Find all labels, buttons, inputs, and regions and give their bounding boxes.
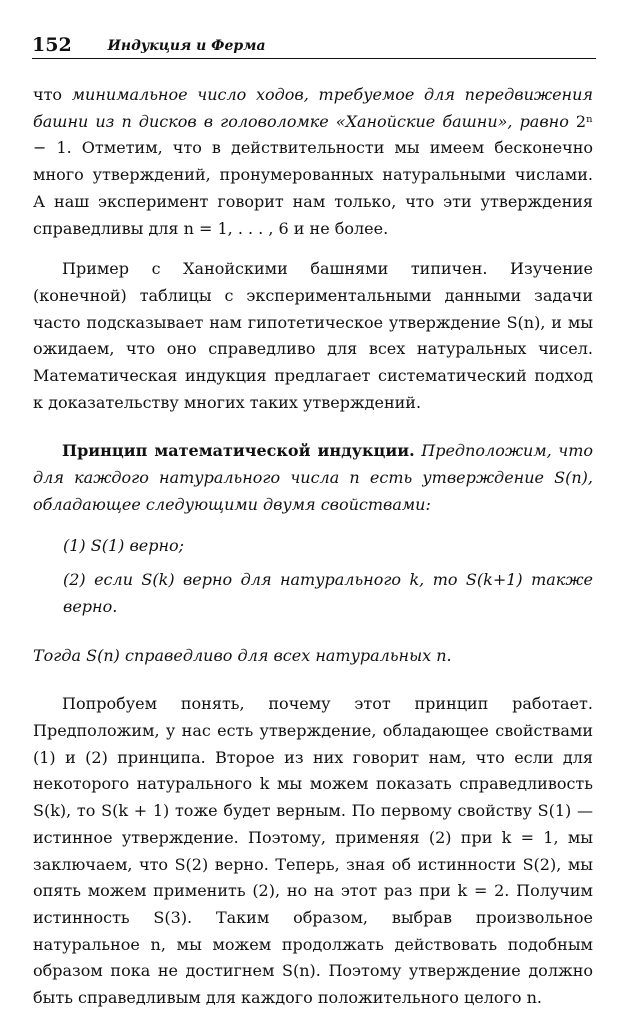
page-header (32, 28, 596, 59)
page-body (33, 82, 593, 1012)
page-number: 152 (32, 34, 72, 56)
paragraph-example: Пример с Ханойскими башнями типичен. Изучение (конечной) таблицы с экспериментальными данными задачи часто подсказывает нам гипотетическое утверждение S(n), и мы ожидаем, что оно справедливо для всех натуральных чисел. Математическая индукция предлагает систематический подход к доказательству многих таких утверждений. (33, 259, 593, 412)
principle-item-1: (1) S(1) верно; (63, 535, 185, 555)
principle-conclusion: Тогда S(n) справедливо для всех натуральных n. (33, 645, 452, 665)
paragraph-explanation: Попробуем понять, почему этот принцип работает. Предположим, у нас есть утверждение, обладающее свойствами (1) и (2) принципа. Второе из них говорит нам, что если для некоторого натурального k мы можем показать справедливость S(k), то S(k + 1) тоже будет верным. По первому свойству S(1) — истинное утверждение. Поэтому, применяя (2) при k = 1, мы заключаем, что S(2) верно. Теперь, зная об истинности S(2), мы опять можем применить (2), но на этот раз при k = 2. Получим истинность S(3). Таким образом, выбрав произвольное натуральное n, мы можем продолжать действовать подобным образом пока не достигнем S(n). Поэтому утверждение должно быть справедливым для каждого положительного целого n. (33, 694, 593, 1008)
paragraph-tower-of-hanoi (33, 82, 593, 242)
formula: 2ⁿ − 1. (33, 111, 594, 158)
running-title: Индукция и Ферма (107, 38, 266, 54)
principle-statement (33, 438, 593, 518)
paragraph-lead: что (33, 85, 72, 104)
principle-title: Принцип математической индукции. (62, 441, 415, 461)
principle-text: Предположим, что для каждого натурального числа n есть утверждение S(n), обладающее следующими двумя свойствами: (33, 441, 593, 514)
paragraph-rest: Отметим, что в действительности мы имеем бесконечно много утверждений, пронумерованных натуральными числами. А наш эксперимент говорит нам только, что эти утверждения справедливы для n = 1, . . . , 6 и не более. (33, 138, 593, 238)
italic-claim: минимальное число ходов, требуемое для передвижения башни из n дисков в головоломке «Ханойские башни», равно (33, 85, 593, 131)
principle-item-2: (2) если S(k) верно для натурального k, то S(k+1) также верно. (63, 570, 593, 616)
